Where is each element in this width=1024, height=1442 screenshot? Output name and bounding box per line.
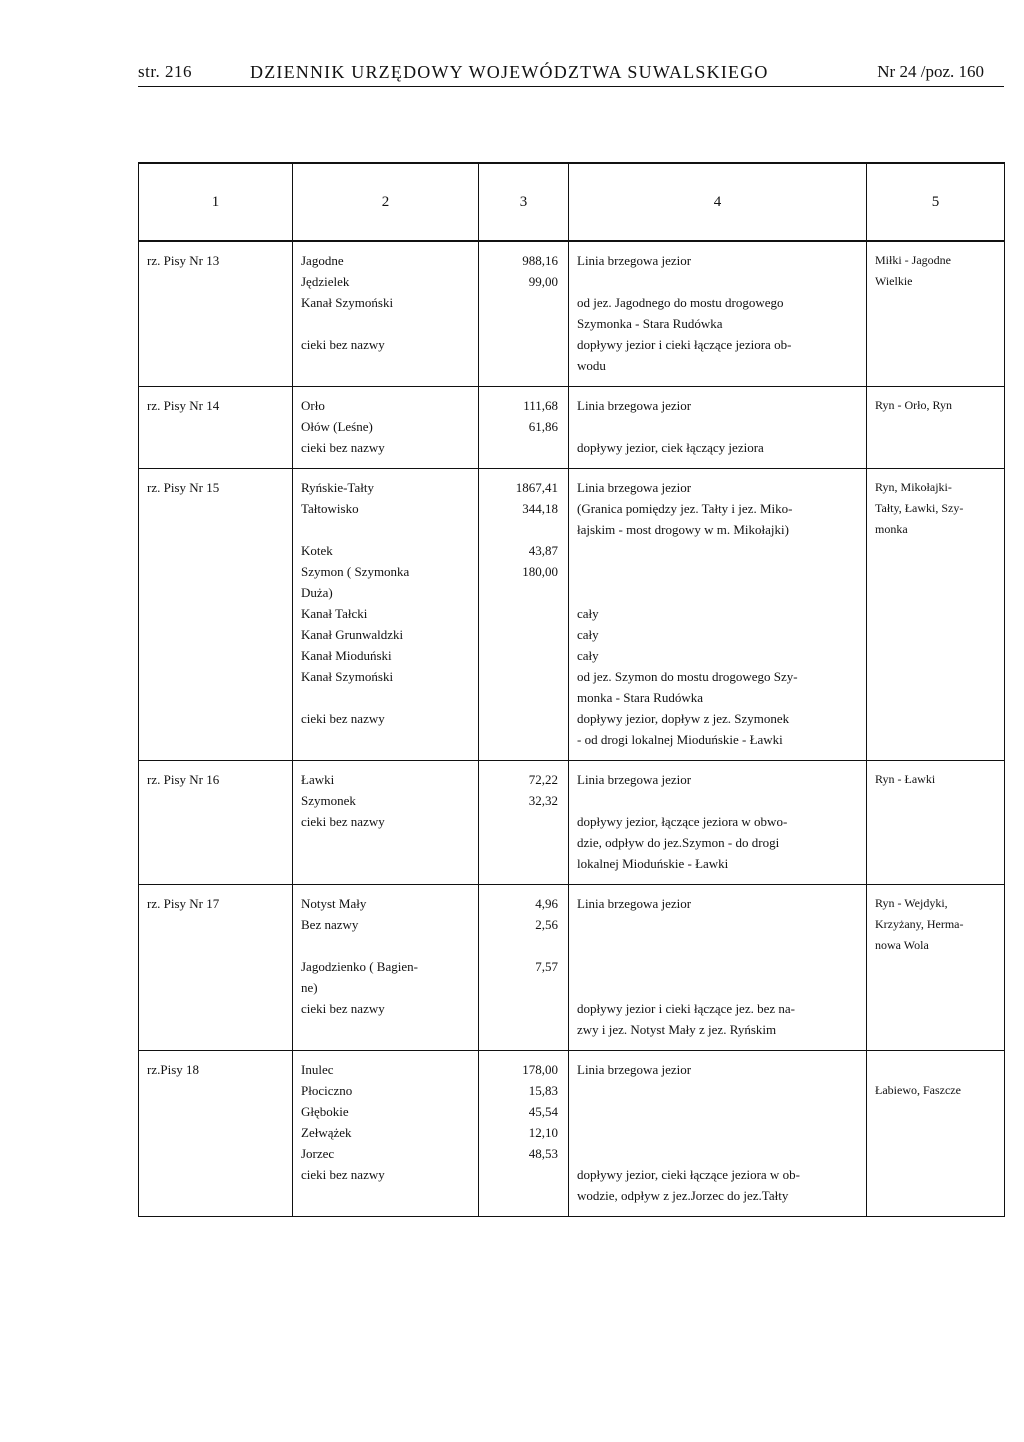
place-line	[875, 811, 998, 832]
water-line	[301, 853, 472, 874]
water-line: Płociczno	[301, 1083, 353, 1098]
district-row	[139, 469, 1005, 761]
water-cell	[293, 241, 479, 387]
area-value	[487, 977, 562, 998]
water-line: Zełwążek	[301, 1125, 352, 1140]
description-line	[577, 1122, 860, 1143]
place-line	[875, 977, 998, 998]
description-line: Linia brzegowa jezior	[577, 398, 692, 413]
area-value: 988,16	[522, 253, 558, 268]
water-line: Kanał Szymoński	[301, 669, 394, 684]
area-cell	[479, 1051, 569, 1217]
water-line: cieki bez nazwy	[301, 711, 385, 726]
area-value: 344,18	[522, 501, 558, 516]
river-name-cell	[139, 761, 293, 885]
description-line: dzie, odpływ do jez.Szymon - do drogi	[577, 835, 780, 850]
water-line	[301, 1019, 472, 1040]
area-cell	[479, 469, 569, 761]
area-value	[487, 624, 562, 645]
description-line: dopływy jezior i cieki łączące jeziora ob-	[577, 337, 792, 352]
district-row	[139, 241, 1005, 387]
water-line: cieki bez nazwy	[301, 814, 385, 829]
fishing-districts-table	[138, 162, 1005, 1217]
place-line	[875, 540, 998, 561]
description-line: Linia brzegowa jezior	[577, 253, 692, 268]
place-line	[875, 292, 998, 313]
place-line	[875, 437, 998, 458]
district-row	[139, 387, 1005, 469]
place-line: Łabiewo, Faszcze	[875, 1083, 961, 1097]
area-value	[487, 811, 562, 832]
description-line: cały	[577, 648, 599, 663]
water-cell	[293, 469, 479, 761]
water-line: Kanał Szymoński	[301, 295, 394, 310]
place-line	[875, 1059, 998, 1080]
description-line: od jez. Szymon do mostu drogowego Szy-	[577, 669, 798, 684]
river-name: rz. Pisy Nr 16	[147, 772, 220, 787]
area-value	[487, 935, 562, 956]
water-line: Duża)	[301, 585, 333, 600]
water-cell	[293, 387, 479, 469]
place-line	[875, 1019, 998, 1040]
description-cell	[569, 1051, 867, 1217]
river-name-cell	[139, 469, 293, 761]
description-line: dopływy jezior i cieki łączące jez. bez na-	[577, 1001, 795, 1016]
area-value	[487, 519, 562, 540]
water-line: Ryńskie-Tałty	[301, 480, 374, 495]
area-value: 61,86	[528, 419, 558, 434]
water-line: Ławki	[301, 772, 335, 787]
area-cell	[479, 387, 569, 469]
place-line	[875, 666, 998, 687]
description-line: (Granica pomiędzy jez. Tałty i jez. Miko-	[577, 501, 793, 516]
water-line: Szymon ( Szymonka	[301, 564, 410, 579]
area-value: 180,00	[522, 564, 558, 579]
water-line: cieki bez nazwy	[301, 1167, 385, 1182]
place-line	[875, 624, 998, 645]
water-line: Orło	[301, 398, 325, 413]
place-line: Krzyżany, Herma-	[875, 917, 964, 931]
place-line	[875, 334, 998, 355]
water-line: Notyst Mały	[301, 896, 367, 911]
column-number-3: 3	[479, 163, 569, 241]
area-value: 15,83	[528, 1083, 558, 1098]
description-cell	[569, 241, 867, 387]
river-name: rz. Pisy Nr 17	[147, 896, 220, 911]
area-value: 48,53	[528, 1146, 558, 1161]
area-value: 178,00	[522, 1062, 558, 1077]
area-value: 12,10	[528, 1125, 558, 1140]
water-line	[301, 832, 472, 853]
water-line: Inulec	[301, 1062, 334, 1077]
area-value: 99,00	[528, 274, 558, 289]
district-row	[139, 761, 1005, 885]
water-cell	[293, 885, 479, 1051]
place-cell	[867, 761, 1005, 885]
description-line	[577, 1080, 860, 1101]
description-line: lokalnej Mioduńskie - Ławki	[577, 856, 729, 871]
river-name: rz. Pisy Nr 15	[147, 480, 220, 495]
area-value	[487, 832, 562, 853]
header-rule	[138, 86, 1004, 87]
water-line	[301, 935, 472, 956]
place-line: nowa Wola	[875, 938, 929, 952]
description-line	[577, 582, 860, 603]
area-value	[487, 853, 562, 874]
area-value: 7,57	[535, 959, 558, 974]
column-number-2: 2	[293, 163, 479, 241]
place-line	[875, 582, 998, 603]
area-value	[487, 603, 562, 624]
area-value: 4,96	[535, 896, 558, 911]
district-row	[139, 885, 1005, 1051]
column-number-row	[139, 163, 1005, 241]
area-value	[487, 437, 562, 458]
water-line: Ołów (Leśne)	[301, 419, 373, 434]
water-line: Kotek	[301, 543, 333, 558]
description-line	[577, 977, 860, 998]
page-number: str. 216	[138, 62, 193, 81]
place-line	[875, 708, 998, 729]
area-value	[487, 1164, 562, 1185]
water-line: Tałtowisko	[301, 501, 359, 516]
description-line	[577, 416, 860, 437]
description-cell	[569, 387, 867, 469]
area-value	[487, 313, 562, 334]
place-line	[875, 956, 998, 977]
issue-number: Nr 24 /poz. 160	[877, 62, 984, 81]
water-line: Jagodne	[301, 253, 344, 268]
description-line: Linia brzegowa jezior	[577, 1062, 692, 1077]
water-line	[301, 313, 472, 334]
description-line	[577, 935, 860, 956]
area-value: 1867,41	[515, 480, 558, 495]
description-line: Szymonka - Stara Rudówka	[577, 316, 723, 331]
river-name-cell	[139, 387, 293, 469]
water-line: Jędzielek	[301, 274, 350, 289]
description-cell	[569, 469, 867, 761]
place-line	[875, 1143, 998, 1164]
river-name-cell	[139, 1051, 293, 1217]
area-cell	[479, 761, 569, 885]
description-line: monka - Stara Rudówka	[577, 690, 704, 705]
description-line	[577, 956, 860, 977]
description-line	[577, 561, 860, 582]
water-line	[301, 519, 472, 540]
water-cell	[293, 761, 479, 885]
water-line: Kanał Tałcki	[301, 606, 368, 621]
place-line: Wielkie	[875, 274, 913, 288]
area-value	[487, 708, 562, 729]
place-line	[875, 355, 998, 376]
river-name-cell	[139, 241, 293, 387]
area-value	[487, 729, 562, 750]
district-row	[139, 1051, 1005, 1217]
description-line: zwy i jez. Notyst Mały z jez. Ryńskim	[577, 1022, 777, 1037]
place-line	[875, 790, 998, 811]
description-cell	[569, 761, 867, 885]
place-line: Miłki - Jagodne	[875, 253, 951, 267]
description-line: dopływy jezior, dopływ z jez. Szymonek	[577, 711, 790, 726]
place-line	[875, 645, 998, 666]
area-cell	[479, 241, 569, 387]
description-line	[577, 540, 860, 561]
place-cell	[867, 885, 1005, 1051]
water-line	[301, 687, 472, 708]
area-value: 111,68	[523, 398, 558, 413]
place-line: Ryn - Wejdyki,	[875, 896, 948, 910]
place-line	[875, 1164, 998, 1185]
place-cell	[867, 241, 1005, 387]
water-line: Jorzec	[301, 1146, 335, 1161]
area-value	[487, 645, 562, 666]
area-value	[487, 582, 562, 603]
area-value: 72,22	[528, 772, 558, 787]
area-value: 45,54	[528, 1104, 558, 1119]
place-cell	[867, 469, 1005, 761]
area-value	[487, 687, 562, 708]
area-value	[487, 292, 562, 313]
river-name: rz.Pisy 18	[147, 1062, 199, 1077]
description-line: dopływy jezior, łączące jeziora w obwo-	[577, 814, 788, 829]
column-number-4: 4	[569, 163, 867, 241]
description-line	[577, 1101, 860, 1122]
place-line	[875, 603, 998, 624]
description-line	[577, 790, 860, 811]
place-line	[875, 729, 998, 750]
description-line: Linia brzegowa jezior	[577, 480, 692, 495]
water-cell	[293, 1051, 479, 1217]
place-line	[875, 687, 998, 708]
description-line: cały	[577, 627, 599, 642]
river-name-cell	[139, 885, 293, 1051]
description-line: Linia brzegowa jezior	[577, 772, 692, 787]
page-header	[138, 62, 1004, 98]
place-line: monka	[875, 522, 908, 536]
column-number-1: 1	[139, 163, 293, 241]
water-line: cieki bez nazwy	[301, 1001, 385, 1016]
description-line: - od drogi lokalnej Mioduńskie - Ławki	[577, 732, 783, 747]
area-value: 43,87	[528, 543, 558, 558]
description-cell	[569, 885, 867, 1051]
description-line: dopływy jezior, cieki łączące jeziora w ob-	[577, 1167, 800, 1182]
description-line	[577, 914, 860, 935]
area-cell	[479, 885, 569, 1051]
description-line: wodu	[577, 358, 606, 373]
river-name: rz. Pisy Nr 14	[147, 398, 220, 413]
water-line	[301, 729, 472, 750]
water-line: cieki bez nazwy	[301, 337, 385, 352]
place-cell	[867, 1051, 1005, 1217]
area-value: 2,56	[535, 917, 558, 932]
place-line	[875, 1101, 998, 1122]
place-line	[875, 416, 998, 437]
river-name: rz. Pisy Nr 13	[147, 253, 220, 268]
water-line: Jagodzienko ( Bagien-	[301, 959, 418, 974]
area-value	[487, 998, 562, 1019]
area-value	[487, 1185, 562, 1206]
water-line: Kanał Mioduński	[301, 648, 392, 663]
place-line	[875, 313, 998, 334]
water-line: ne)	[301, 980, 318, 995]
place-line: Tałty, Ławki, Szy-	[875, 501, 964, 515]
area-value: 32,32	[528, 793, 558, 808]
place-line	[875, 1185, 998, 1206]
description-line: łajskim - most drogowy w m. Mikołajki)	[577, 522, 789, 537]
place-line	[875, 832, 998, 853]
description-line	[577, 1143, 860, 1164]
water-line	[301, 355, 472, 376]
description-line: cały	[577, 606, 599, 621]
area-value	[487, 334, 562, 355]
description-line: Linia brzegowa jezior	[577, 896, 692, 911]
water-line: cieki bez nazwy	[301, 440, 385, 455]
place-line	[875, 998, 998, 1019]
description-line	[577, 271, 860, 292]
water-line	[301, 1185, 472, 1206]
description-line: od jez. Jagodnego do mostu drogowego	[577, 295, 784, 310]
journal-title: DZIENNIK URZĘDOWY WOJEWÓDZTWA SUWALSKIEGO	[250, 62, 769, 82]
area-value	[487, 1019, 562, 1040]
water-line: Głębokie	[301, 1104, 349, 1119]
area-value	[487, 355, 562, 376]
description-line: wodzie, odpływ z jez.Jorzec do jez.Tałty	[577, 1188, 789, 1203]
column-number-5: 5	[867, 163, 1005, 241]
place-line	[875, 561, 998, 582]
place-line: Ryn - Ławki	[875, 772, 936, 786]
area-value	[487, 666, 562, 687]
water-line: Kanał Grunwaldzki	[301, 627, 404, 642]
place-cell	[867, 387, 1005, 469]
water-line: Szymonek	[301, 793, 356, 808]
place-line	[875, 853, 998, 874]
place-line: Ryn, Mikołajki-	[875, 480, 952, 494]
place-line	[875, 1122, 998, 1143]
water-line: Bez nazwy	[301, 917, 359, 932]
description-line: dopływy jezior, ciek łączący jeziora	[577, 440, 764, 455]
place-line: Ryn - Orło, Ryn	[875, 398, 953, 412]
table-body	[139, 163, 1005, 1217]
